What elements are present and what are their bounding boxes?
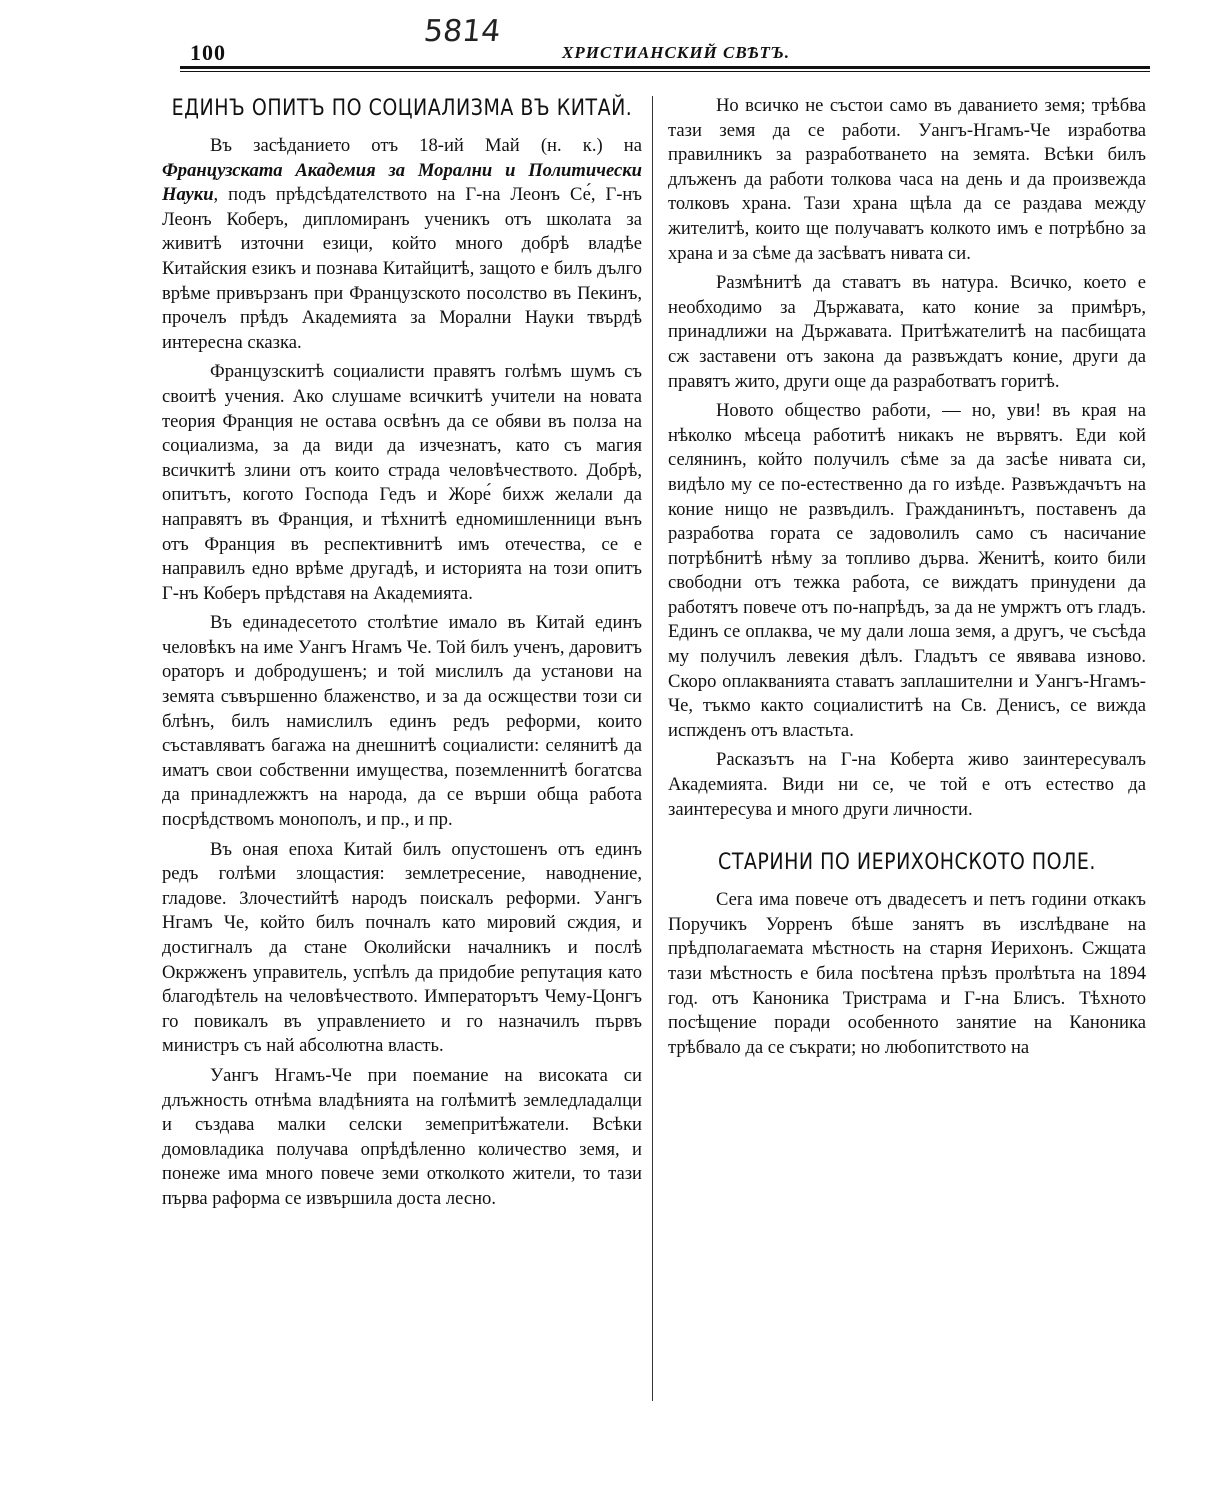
article-title: СТАРИНИ ПО ИЕРИХОНСКОТО ПОЛЕ. <box>718 849 1096 875</box>
paragraph: Сега има повече отъ двадесетъ и петъ години откакъ Поручикъ Уорренъ бѣше занятъ въ изслѣдване на прѣдполагаемата мѣстность на старня Иерихонъ. Сжщата тази мѣстность е била посѣтена прѣзъ пролѣтьта на 1894 год. отъ Каноника Тристрама и Г-на Блисъ. Тѣхното посѣщение поради особенното занятие на Каноника трѣбвало да се съкрати; но любопитството на <box>668 889 1146 1058</box>
paragraph <box>162 134 642 355</box>
column-divider <box>652 96 653 1401</box>
paragraph: Въ оная епоха Китай билъ опустошенъ отъ единъ редъ голѣми злощастия: землетресение, наводнение, гладове. Злочестийтѣ народъ поискалъ реформи. Уангъ Нгамъ Че, който билъ почналъ като мировий сждия, и достигналъ да стане Околийски началникъ и послѣ Окржженъ управитель, успѣлъ да придобие репутация като благодѣтель на человѣчеството. Императорътъ Чему-Цонгъ го повикалъ въ управлението и го назначилъ първъ министръ съ най абсолютна власть. <box>162 838 642 1057</box>
paragraph: Новото общество работи, — но, уви! въ края на нѣколко мѣсеца работитѣ никакъ не вървятъ. Еди кой селянинъ, който получилъ сѣме за да засѣе нивата си, видѣло му се по-естественно да го изѣде. Развъждачътъ на коние нищо не развъдилъ. Гражданинътъ, поставенъ да разработва гората се задоволилъ само съ насичание потрѣбнитѣ нѣму за топливо дърва. Женитѣ, които били свободни отъ тежка работа, се виждатъ принудени да работятъ повече отъ по-напрѣдъ, за да не умржтъ отъ гладъ. Единъ се оплаква, че му дали лоша земя, а другъ, че съсѣда му получилъ левекия дѣлъ. Гладътъ се явявава изново. Скоро оплакванията ставатъ заплашителни и Уангъ-Нгамъ-Че, тъкмо както социалиститѣ на Св. Денисъ, се вижда испжденъ отъ властьта. <box>668 400 1146 741</box>
header-rule-thick <box>180 66 1150 69</box>
paragraph: Размѣнитѣ да ставатъ въ натура. Всичко, което е необходимо за Държавата, като коние за примѣръ, принадлижи на Държавата. Притѣжателитѣ на пасбищата сж заставени отъ закона да развъждатъ коние, други да правятъ жито, други още да разработватъ горитѣ. <box>668 272 1146 392</box>
paragraph: Французскитѣ социалисти правятъ голѣмъ шумъ съ своитѣ учения. Ако слушаме всичкитѣ учители на новата теория Франция не остава освѣнъ да се обяви въ полза на социализма, за да види да изчезнатъ, като съ магия всичкитѣ злини отъ които страда человѣчеството. Добрѣ, опитътъ, когото Господа Гедъ и Жоре́ бихж желали да направятъ въ Франция, и тѣхнитѣ едномишленници вънъ отъ Франция въ респективнитѣ имъ отечества, се е направилъ едно врѣме другадѣ, и историята на този опитъ Г-нъ Коберъ прѣдставя на Академията. <box>162 361 642 604</box>
page-number: 100 <box>190 40 226 65</box>
handwritten-note: 5814 <box>422 14 503 49</box>
paragraph-text: Въ засѣданието отъ 18-ий Май (н. к.) на <box>210 135 642 156</box>
paragraph: Расказътъ на Г-на Коберта живо заинтересувалъ Академията. Види ни се, че той е отъ естество да заинтересува и много други личности. <box>668 749 1146 820</box>
article-title: ЕДИНЪ ОПИТЪ ПО СОЦИАЛИЗМА ВЪ КИТАЙ. <box>171 95 633 121</box>
right-column <box>668 94 1146 1065</box>
paragraph: Уангъ Нгамъ-Че при поемание на високата си длъжность отнѣма владѣнията на голѣмитѣ земледладалци и създава малки селски земепритѣжатели. Всѣки домовладика получава опрѣдѣленно количество земя, и понеже има много повече земи отколкото жители, то тази първа раформа се извършила доста лесно. <box>162 1064 642 1209</box>
academy-name: Французската Академия за Морални и Политически Науки <box>162 159 642 206</box>
header-rule-thin <box>180 71 1150 72</box>
paragraph-text: , подъ прѣдсѣдателството на Г-на Леонъ Се́, Г-нъ Леонъ Коберъ, дипломиранъ ученикъ отъ школата за живитѣ източни езици, който много добрѣ владѣе Китайския езикъ и познава Китайцитѣ, защото е билъ дълго врѣме привързанъ при Французското посолство въ Пекинъ, прочелъ прѣдъ Академията за Морални Науки твърдѣ интересна сказка. <box>162 184 642 353</box>
paragraph: Но всичко не състои само въ даванието земя; трѣбва тази земя да се работи. Уангъ-Нгамъ-Че изработва правилникъ за разработването на земята. Всѣки билъ длъженъ да работи толкова часа на день и да произвежда толковъ храна. Тази храна щѣла да се раздава между жителитѣ, които ще получаватъ колкото имъ е потрѣбно за храна и за сѣме да засѣватъ нивата си. <box>668 95 1146 264</box>
left-column <box>162 94 642 1217</box>
running-title: ХРИСТИАНСКИЙ СВѢТЪ. <box>562 43 791 62</box>
paragraph: Въ единадесетото столѣтие имало въ Китай единъ человѣкъ на име Уангъ Нгамъ Че. Той билъ ученъ, даровитъ ораторъ и добродушенъ; и той мислилъ да установи на земята съвършенно блаженство, и за да осжществи този си блѣнъ, билъ намислилъ единъ редъ реформи, които съставляватъ багажа на днешнитѣ социалисти: селянитѣ да иматъ свои собственни имущества, поземленнитѣ богатсва да принадлежжтъ на народа, да се върши обща работа посрѣдствомъ монополъ, и пр., и пр. <box>162 612 642 831</box>
